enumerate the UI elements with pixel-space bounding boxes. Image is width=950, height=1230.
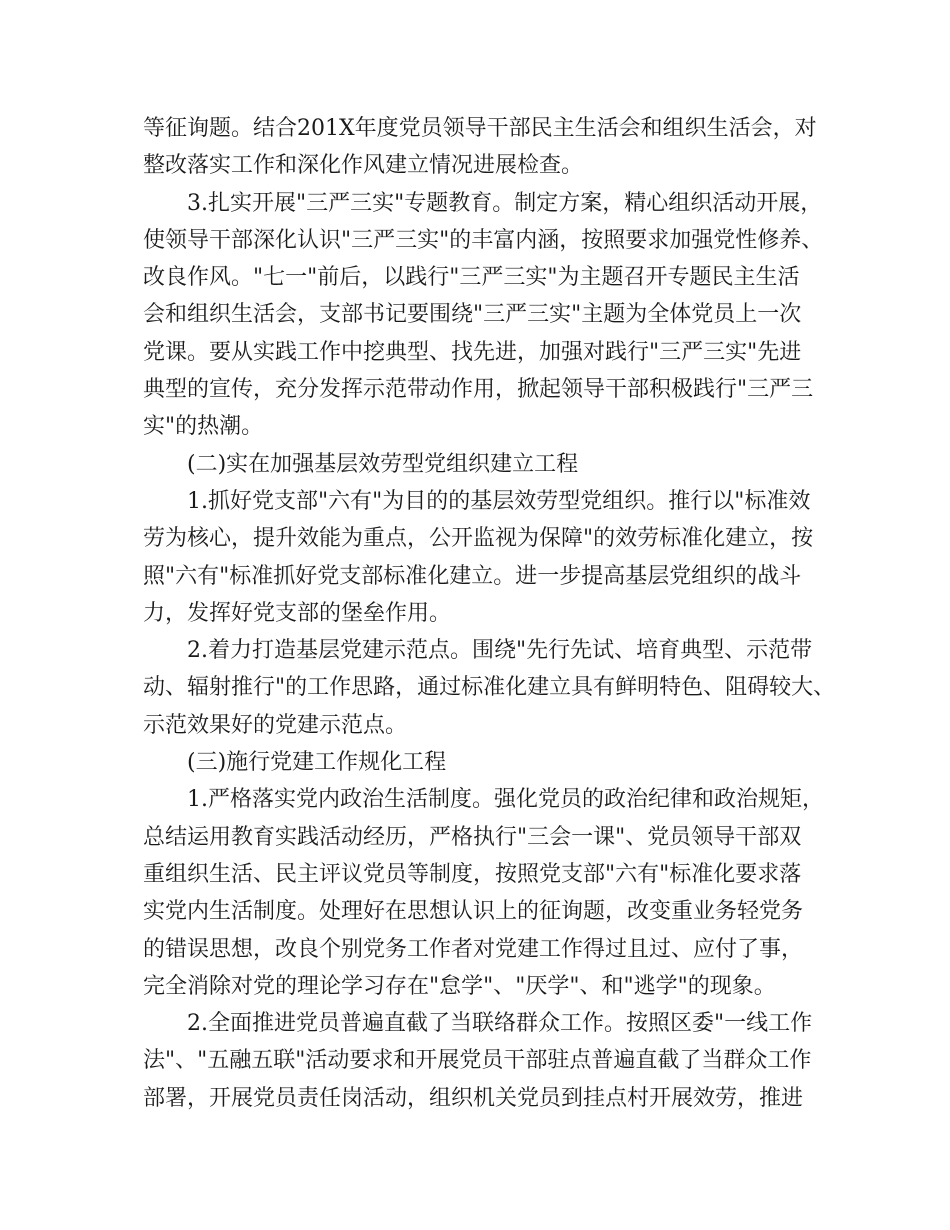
text-line: 实党内生活制度。处理好在思想认识上的征询题，改变重业务轻党务 <box>143 899 804 925</box>
text-line: 照"六有"标准抓好党支部标准化建立。进一步提高基层党组织的战斗 <box>143 563 802 589</box>
text-line: 3.扎实开展"三严三实"专题教育。制定方案，精心组织活动开展， <box>187 190 823 216</box>
text-line: 典型的宣传，充分发挥示范带动作用，掀起领导干部积极践行"三严三 <box>143 377 814 403</box>
document-body <box>143 110 836 1117</box>
text-line: 部署，开展党员责任岗活动，组织机关党员到挂点村开展效劳，推进 <box>143 1085 804 1111</box>
text-line: 改良作风。"七一"前后，以践行"三严三实"为主题召开专题民主生活 <box>143 265 800 291</box>
text-line: 2.全面推进党员普遍直截了当联络群众工作。按照区委"一线工作 <box>187 1011 813 1037</box>
text-line: 1.严格落实党内政治生活制度。强化党员的政治纪律和政治规矩， <box>187 787 824 813</box>
text-line: 总结运用教育实践活动经历，严格执行"三会一课"、党员领导干部双 <box>143 824 802 850</box>
text-line: 1.抓好党支部"六有"为目的的基层效劳型党组织。推行以"标准效 <box>187 488 811 514</box>
text-line: 完全消除对党的理论学习存在"怠学"、"厌学"、和"逃学"的现象。 <box>143 973 776 999</box>
text-line: 等征询题。结合201X年度党员领导干部民主生活会和组织生活会，对 <box>143 116 817 141</box>
section-heading: (二)实在加强基层效劳型党组织建立工程 <box>187 451 579 477</box>
text-line: 党课。要从实践工作中挖典型、找先进，加强对践行"三严三实"先进 <box>143 339 802 365</box>
text-line: 劳为核心，提升效能为重点，公开监视为保障"的效劳标准化建立，按 <box>143 526 814 552</box>
text-line: 会和组织生活会，支部书记要围绕"三严三实"主题为全体党员上一次 <box>143 302 802 328</box>
section-heading: (三)施行党建工作规化工程 <box>187 750 447 776</box>
text-line: 动、辐射推行"的工作思路，通过标准化建立具有鲜明特色、阻碍较大、 <box>143 675 836 701</box>
text-line: 的错误思想，改良个别党务工作者对党建工作得过且过、应付了事， <box>143 936 804 962</box>
text-line: 实"的热潮。 <box>143 414 264 440</box>
text-line: 2.着力打造基层党建示范点。围绕"先行先试、培育典型、示范带 <box>187 638 813 664</box>
text-line: 重组织生活、民主评议党员等制度，按照党支部"六有"标准化要求落 <box>143 861 802 887</box>
text-line: 法"、"五融五联"活动要求和开展党员干部驻点普遍直截了当群众工作 <box>143 1048 812 1074</box>
text-line: 示范效果好的党建示范点。 <box>143 712 408 738</box>
text-line: 使领导干部深化认识"三严三实"的丰富内涵，按照要求加强党性修养、 <box>143 227 824 253</box>
text-line: 整改落实工作和深化作风建立情况进展检查。 <box>143 153 584 179</box>
text-line: 力，发挥好党支部的堡垒作用。 <box>143 600 452 626</box>
